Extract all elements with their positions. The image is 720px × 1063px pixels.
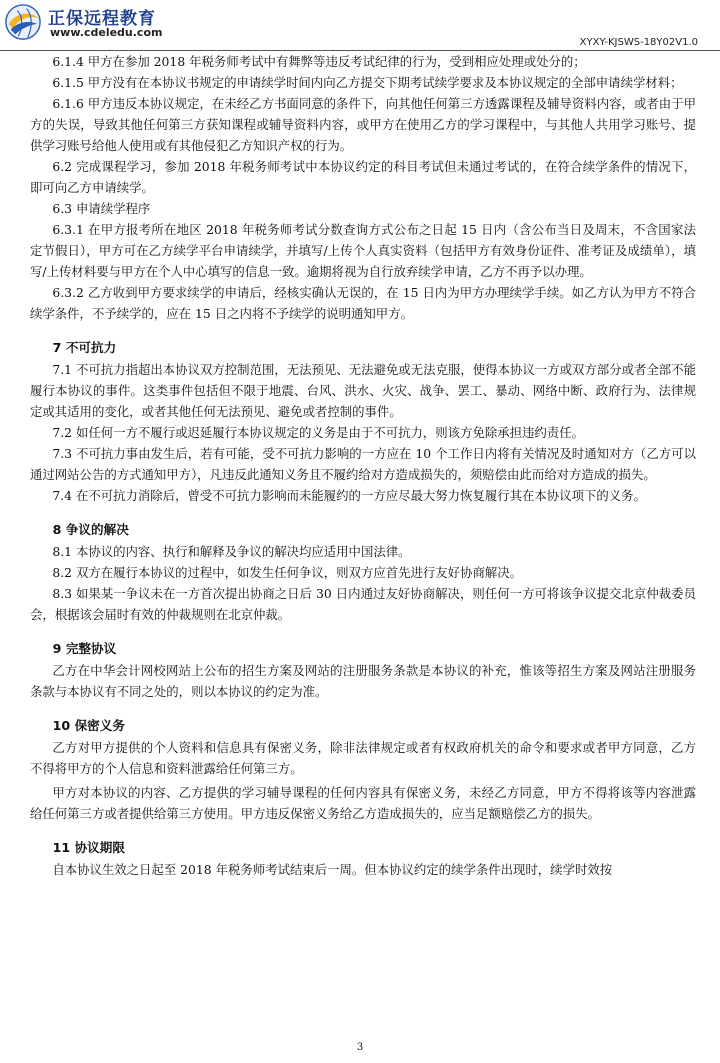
section-heading-8: 8 争议的解决 bbox=[52, 522, 129, 537]
document-body bbox=[30, 51, 696, 880]
section-heading-11: 11 协议期限 bbox=[52, 840, 125, 855]
document-code: XYXY-KJSWS-18Y02V1.0 bbox=[579, 37, 698, 48]
clause-7-2: 7.2 如任何一方不履行或迟延履行本协议规定的义务是由于不可抗力，则该方免除承担违约责任。 bbox=[52, 425, 584, 440]
clause-6-2: 6.2 完成课程学习，参加 2018 年税务师考试中本协议约定的科目考试但未通过考试的，在符合续学条件的情况下，即可向乙方申请续学。 bbox=[30, 159, 696, 195]
clause-7-4: 7.4 在不可抗力消除后，曾受不可抗力影响而未能履约的一方应尽最大努力恢复履行其在本协议项下的义务。 bbox=[52, 488, 646, 503]
clause-8-2: 8.2 双方在履行本协议的过程中，如发生任何争议，则双方应首先进行友好协商解决。 bbox=[52, 565, 523, 580]
clause-7-3: 7.3 不可抗力事由发生后，若有可能，受不可抗力影响的一方应在 10 个工作日内将有关情况及时通知对方（乙方可以通过网站公告的方式通知甲方），凡违反此通知义务且不履约给对方造成损失的，须赔偿由此而给对方造成的损失。 bbox=[30, 446, 696, 482]
clause-9: 乙方在中华会计网校网站上公布的招生方案及网站的注册服务条款是本协议的补充，惟该等招生方案及网站注册服务条款与本协议有不同之处的，则以本协议的约定为准。 bbox=[30, 663, 696, 699]
section-heading-7: 7 不可抗力 bbox=[52, 340, 117, 355]
clause-6-1-4: 6.1.4 甲方在参加 2018 年税务师考试中有舞弊等违反考试纪律的行为，受到相应处理或处分的； bbox=[52, 54, 586, 69]
clause-6-3-2: 6.3.2 乙方收到甲方要求续学的申请后，经核实确认无误的，在 15 日内为甲方办理续学手续。如乙方认为甲方不符合续学条件，不予续学的，应在 15 日之内将不予续学的说明通知甲方。 bbox=[30, 285, 696, 321]
clause-8-3: 8.3 如果某一争议未在一方首次提出协商之日后 30 日内通过友好协商解决，则任何一方可将该争议提交北京仲裁委员会，根据该会届时有效的仲裁规则在北京仲裁。 bbox=[30, 586, 696, 622]
clause-6-1-6: 6.1.6 甲方违反本协议规定，在未经乙方书面同意的条件下，向其他任何第三方透露课程及辅导资料内容，或者由于甲方的失误，导致其他任何第三方获知课程或辅导资料内容，或甲方在使用乙方的学习课程中，与其他人共用学习账号、提供学习账号给他人使用或有其他侵犯乙方知识产权的行为。 bbox=[30, 96, 696, 153]
page-header bbox=[0, 0, 720, 52]
brand-name: 正保远程教育 bbox=[48, 9, 156, 29]
clause-8-1: 8.1 本协议的内容、执行和解释及争议的解决均应适用中国法律。 bbox=[52, 544, 411, 559]
clause-10-b: 甲方对本协议的内容、乙方提供的学习辅导课程的任何内容具有保密义务，未经乙方同意，甲方不得将该等内容泄露给任何第三方或者提供给第三方使用。甲方违反保密义务给乙方造成损失的，应当足额赔偿乙方的损失。 bbox=[30, 785, 696, 821]
clause-6-1-5: 6.1.5 甲方没有在本协议书规定的申请续学时间内向乙方提交下期考试续学要求及本协议规定的全部申请续学材料； bbox=[52, 75, 683, 90]
clause-10-a: 乙方对甲方提供的个人资料和信息具有保密义务，除非法律规定或者有权政府机关的命令和要求或者甲方同意，乙方不得将甲方的个人信息和资料泄露给任何第三方。 bbox=[30, 740, 696, 776]
clause-6-3-1: 6.3.1 在甲方报考所在地区 2018 年税务师考试分数查询方式公布之日起 15 日内（含公布当日及周末，不含国家法定节假日），甲方可在乙方续学平台申请续学，并填写/上传个人真实资料（包括甲方有效身份证件、准考证及成绩单），填写/上传材料要与甲方在个人中心填写的信息一致。逾期将视为自行放弃续学申请，乙方不再予以办理。 bbox=[30, 222, 696, 279]
section-heading-9: 9 完整协议 bbox=[52, 641, 117, 656]
page-number: 3 bbox=[356, 1042, 364, 1053]
clause-7-1: 7.1 不可抗力指超出本协议双方控制范围，无法预见、无法避免或无法克服，使得本协议一方或双方部分或者全部不能履行本协议的事件。这类事件包括但不限于地震、台风、洪水、火灾、战争、罢工、暴动、网络中断、政府行为、法律规定或其适用的变化，或者其他任何无法预见、避免或者控制的事件。 bbox=[30, 362, 696, 419]
brand-url[interactable]: www.cdeledu.com bbox=[50, 26, 163, 39]
zhengbao-logo-icon bbox=[4, 3, 42, 41]
clause-11: 自本协议生效之日起至 2018 年税务师考试结束后一周。但本协议约定的续学条件出现时，续学时效按 bbox=[52, 862, 613, 877]
section-heading-10: 10 保密义务 bbox=[52, 718, 125, 733]
clause-6-3: 6.3 申请续学程序 bbox=[52, 201, 151, 216]
